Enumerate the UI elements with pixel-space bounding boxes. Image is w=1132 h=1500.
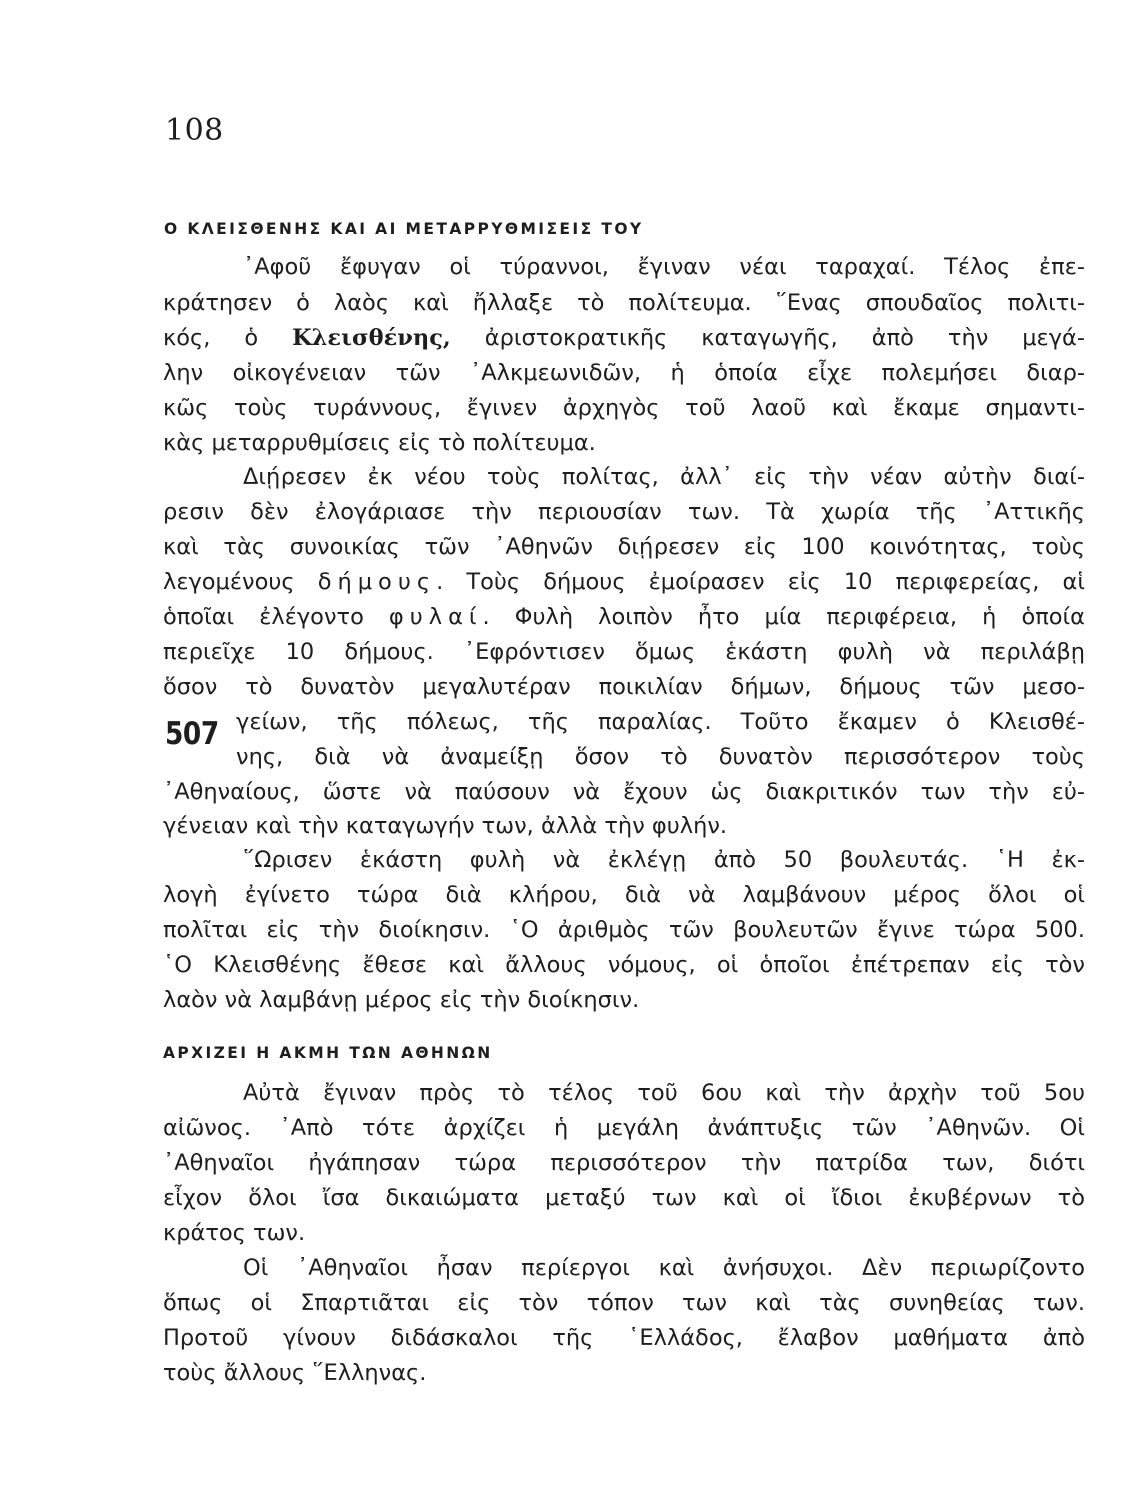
paragraph-2-line-2: ρεσιν δὲν ἐλογάριασε τὴν περιουσίαν των. Τὰ χωρία τῆς ᾿Αττικῆς (163, 499, 1085, 525)
text-fragment: ὁποῖαι ἐλέγοντο (163, 604, 389, 630)
emphasis-demoi: δήμους (317, 569, 437, 595)
paragraph-1-line-3 (163, 323, 1085, 353)
paragraph-1-line-5: κῶς τοὺς τυράννους, ἔγινεν ἀρχηγὸς τοῦ λαοῦ καὶ ἔκαμε σημαντι- (163, 395, 1085, 421)
text-fragment: . Φυλὴ λοιπὸν ἦτο μία περιφέρεια, ἡ ὁποία (482, 604, 1085, 630)
kleisthenes-name: Κλεισθένης, (292, 325, 451, 351)
paragraph-2-line-7: ὅσον τὸ δυνατὸν μεγαλυτέραν ποικιλίαν δήμων, δήμους τῶν μεσο- (163, 674, 1085, 700)
paragraph-1-line-1: ᾿Αφοῦ ἔφυγαν οἱ τύραννοι, ἔγιναν νέαι ταραχαί. Τέλος ἐπε- (243, 254, 1085, 280)
paragraph-2-line-8: γείων, τῆς πόλεως, τῆς παραλίας. Τοῦτο ἔκαμεν ὁ Κλεισθέ- (236, 709, 1085, 735)
paragraph-4-line-1: Αὐτὰ ἔγιναν πρὸς τὸ τέλος τοῦ 6ου καὶ τὴν ἀρχὴν τοῦ 5ου (243, 1080, 1085, 1106)
paragraph-2-line-11: γένειαν καὶ τὴν καταγωγήν των, ἀλλὰ τὴν φυλήν. (163, 813, 728, 839)
page-number: 108 (165, 113, 224, 148)
paragraph-2-line-5 (163, 602, 1085, 632)
paragraph-4-line-3: ᾿Αθηναῖοι ἠγάπησαν τώρα περισσότερον τὴν πατρίδα των, διότι (163, 1150, 1085, 1176)
paragraph-5-line-2: ὅπως οἱ Σπαρτιᾶται εἰς τὸν τόπον των καὶ τὰς συνηθείας των. (163, 1290, 1085, 1316)
emphasis-phylai: φυλαί (388, 604, 483, 630)
paragraph-5-line-3: Προτοῦ γίνουν διδάσκαλοι τῆς ῾Ελλάδος, ἔλαβον μαθήματα ἀπὸ (163, 1325, 1085, 1351)
paragraph-3-line-4: ῾Ο Κλεισθένης ἔθεσε καὶ ἄλλους νόμους, οἱ ὁποῖοι ἐπέτρεπαν εἰς τὸν (163, 952, 1085, 978)
paragraph-2-line-10: ᾿Αθηναίους, ὥστε νὰ παύσουν νὰ ἔχουν ὡς διακριτικόν των τὴν εὐ- (163, 779, 1085, 805)
paragraph-4-line-5: κράτος των. (163, 1220, 306, 1246)
text-fragment: ἀριστοκρατικῆς καταγωγῆς, ἀπὸ τὴν μεγά- (450, 325, 1085, 351)
paragraph-2-line-1: Διῄρεσεν ἐκ νέου τοὺς πολίτας, ἀλλ᾿ εἰς τὴν νέαν αὐτὴν διαί- (243, 464, 1085, 490)
margin-number: 507 (165, 716, 219, 752)
paragraph-3-line-5: λαὸν νὰ λαμβάνῃ μέρος εἰς τὴν διοίκησιν. (163, 987, 640, 1013)
paragraph-5-line-4: τοὺς ἄλλους ῞Ελληνας. (163, 1360, 427, 1386)
paragraph-5-line-1: Οἱ ᾿Αθηναῖοι ἦσαν περίεργοι καὶ ἀνήσυχοι. Δὲν περιωρίζοντο (243, 1255, 1085, 1281)
paragraph-1-line-2: κράτησεν ὁ λαὸς καὶ ἤλλαξε τὸ πολίτευμα. ῞Ενας σπουδαῖος πολιτι- (163, 290, 1085, 316)
paragraph-4-line-2: αἰῶνος. ᾿Απὸ τότε ἀρχίζει ἡ μεγάλη ἀνάπτυξις τῶν ᾿Αθηνῶν. Οἱ (163, 1115, 1085, 1141)
section-heading-kleisthenes: Ο ΚΛΕΙΣΘΕΝΗΣ ΚΑΙ ΑΙ ΜΕΤΑΡΡΥΘΜΙΣΕΙΣ ΤΟΥ (164, 220, 644, 238)
paragraph-3-line-3: πολῖται εἰς τὴν διοίκησιν. ῾Ο ἀριθμὸς τῶν βουλευτῶν ἔγινε τώρα 500. (163, 917, 1085, 943)
section-heading-akme: ΑΡΧΙΖΕΙ Η ΑΚΜΗ ΤΩΝ ΑΘΗΝΩΝ (163, 1044, 493, 1062)
paragraph-3-line-2: λογὴ ἐγίνετο τώρα διὰ κλήρου, διὰ νὰ λαμβάνουν μέρος ὅλοι οἱ (163, 882, 1085, 908)
paragraph-1-line-6: κὰς μεταρρυθμίσεις εἰς τὸ πολίτευμα. (163, 430, 596, 456)
text-fragment: λεγομένους (163, 569, 318, 595)
paragraph-3-line-1: ῞Ωρισεν ἑκάστη φυλὴ νὰ ἐκλέγῃ ἀπὸ 50 βουλευτάς. ῾Η ἐκ- (243, 847, 1085, 873)
text-fragment: . Τοὺς δήμους ἐμοίρασεν εἰς 10 περιφερείας, αἱ (436, 569, 1085, 595)
paragraph-1-line-4: λην οἰκογένειαν τῶν ᾿Αλκμεωνιδῶν, ἡ ὁποία εἶχε πολεμήσει διαρ- (163, 360, 1085, 386)
text-fragment: κός, ὁ (163, 325, 293, 351)
paragraph-2-line-9: νης, διὰ νὰ ἀναμείξῃ ὅσον τὸ δυνατὸν περισσότερον τοὺς (236, 744, 1085, 770)
paragraph-4-line-4: εἶχον ὅλοι ἴσα δικαιώματα μεταξύ των καὶ οἱ ἴδιοι ἐκυβέρνων τὸ (163, 1185, 1085, 1211)
paragraph-2-line-3: καὶ τὰς συνοικίας τῶν ᾿Αθηνῶν διῄρεσεν εἰς 100 κοινότητας, τοὺς (163, 534, 1085, 560)
paragraph-2-line-4 (163, 567, 1085, 597)
paragraph-2-line-6: περιεῖχε 10 δήμους. ᾿Εφρόντισεν ὅμως ἑκάστη φυλὴ νὰ περιλάβῃ (163, 639, 1085, 665)
